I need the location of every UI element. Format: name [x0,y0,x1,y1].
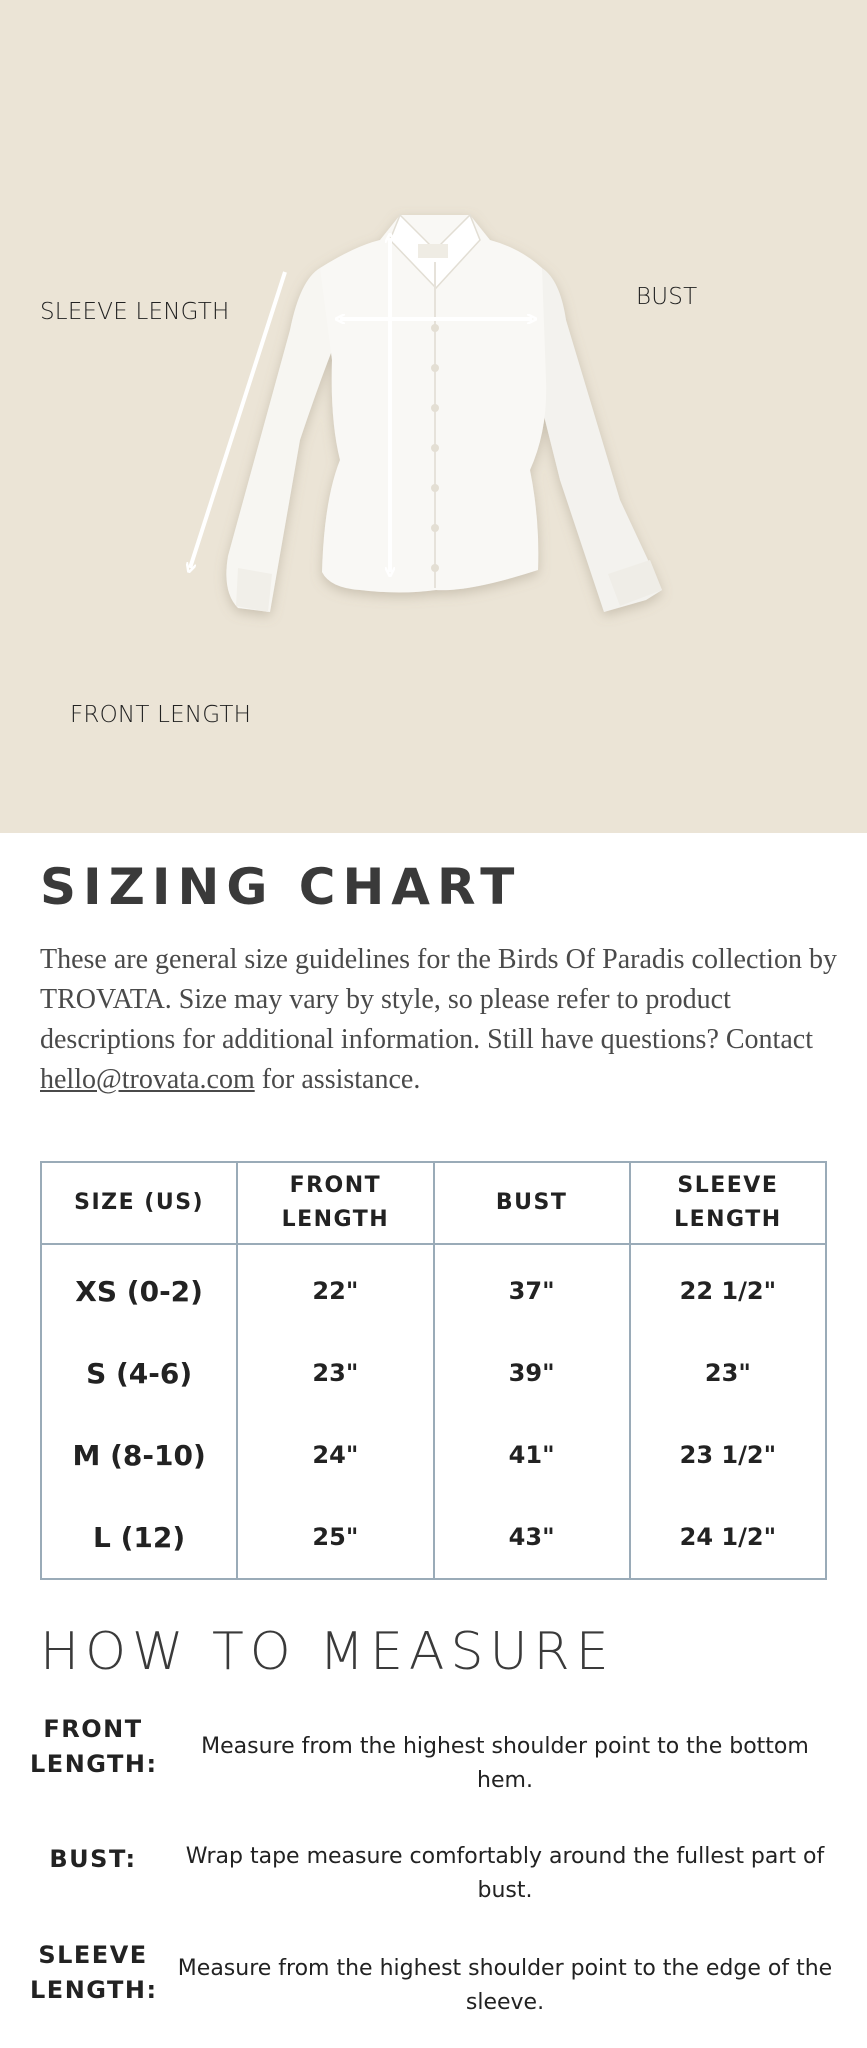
email-link[interactable]: hello@trovata.com [40,1064,255,1095]
column-header-sleeve-length: SLEEVE LENGTH [630,1162,826,1244]
measure-label: BUST: [49,1845,137,1873]
measure-description: Wrap tape measure comfortably around the fullest part of bust. [185,1844,825,1903]
sleeve-length-cell: 23 1/2" [630,1414,826,1496]
size-cell: L (12) [41,1496,237,1579]
size-cell: S (4-6) [41,1332,237,1414]
sleeve-length-cell: 24 1/2" [630,1496,826,1579]
sleeve-length-cell: 22 1/2" [630,1244,826,1332]
table-row [41,1244,826,1332]
intro-text-start: These are general size guidelines for the Birds Of Paradis collection by TROVATA. Size may vary by style, so please refer to product descriptions for additional information. Still have questions? Contact [40,944,837,1055]
table-row [41,1332,826,1414]
front-length-cell: 23" [237,1332,433,1414]
sizing-chart-title: SIZING CHART [40,858,522,916]
column-header-bust: BUST [434,1162,630,1244]
how-to-measure-title: HOW TO MEASURE [40,1622,615,1682]
front-length-label: FRONT LENGTH [70,702,252,728]
column-header-front-length: FRONT LENGTH [237,1162,433,1244]
bust-cell: 41" [434,1414,630,1496]
hero-image-panel [0,0,867,833]
size-chart-table [40,1161,827,1580]
bust-cell: 37" [434,1244,630,1332]
front-length-cell: 25" [237,1496,433,1579]
table-row [41,1414,826,1496]
measure-description: Measure from the highest shoulder point to the bottom hem. [201,1734,809,1793]
column-header-size: SIZE (US) [41,1162,237,1244]
bust-cell: 39" [434,1332,630,1414]
sleeve-length-cell: 23" [630,1332,826,1414]
table-header-row [41,1162,826,1244]
front-length-cell: 24" [237,1414,433,1496]
size-cell: M (8-10) [41,1414,237,1496]
measure-label: SLEEVE LENGTH: [30,1941,158,2004]
bust-cell: 43" [434,1496,630,1579]
front-length-cell: 22" [237,1244,433,1332]
intro-text-end: for assistance. [254,1064,421,1095]
table-row [41,1496,826,1579]
bust-label: BUST [636,284,698,310]
size-cell: XS (0-2) [41,1244,237,1332]
measure-label: FRONT LENGTH: [30,1715,158,1778]
measure-description: Measure from the highest shoulder point to the edge of the sleeve. [177,1956,833,2015]
sizing-intro-text [40,940,840,1100]
sleeve-length-label: SLEEVE LENGTH [40,299,230,325]
shirt-body [226,215,662,612]
